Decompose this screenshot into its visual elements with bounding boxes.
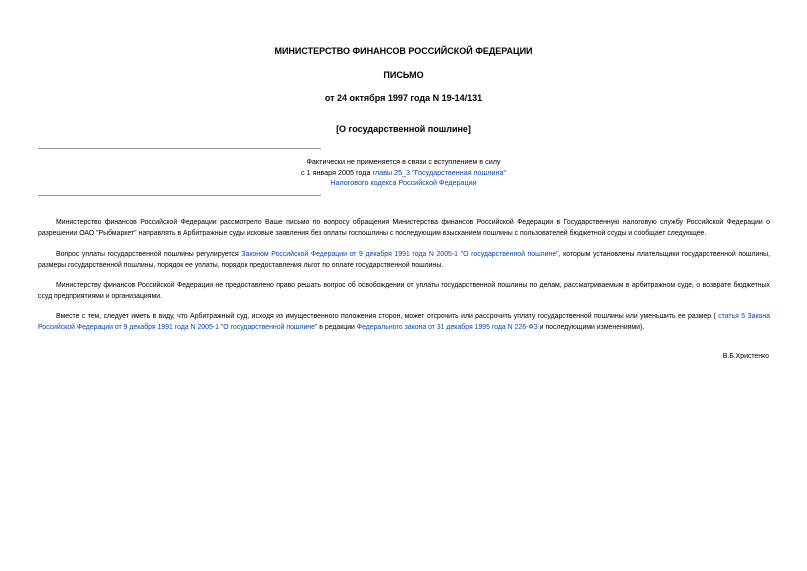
article-5-link[interactable]: статья 5 Закона Российской Федерации от 9 декабря 1991 года N 2005-1 "О государственной пошлине" [38,313,770,331]
subject-heading: [О государственной пошлине] [336,124,471,134]
tax-code-link[interactable]: Налогового кодекса Российской Федерации [330,178,477,187]
paragraph-4 [38,312,770,333]
paragraph-4-text-middle: в редакции [317,323,357,331]
signature: В.Б.Христенко [722,353,769,360]
divider-top [38,148,321,149]
notice-line-3 [0,178,807,189]
paragraph-4-text-after: и последующими изменениями). [537,323,645,331]
tax-code-chapter-link[interactable]: главы 25_3 "Государственная пошлина" [372,167,506,177]
state-duty-law-link[interactable]: Законом Российской Федерации от 9 декабря 1991 года N 2005-1 "О государственной пошлине" [241,251,559,258]
notice-line-2-text: с 1 января 2005 года [300,167,373,177]
paragraph-3: Министерству финансов Российской Федерации не предоставлено право решать вопрос об освобождении от уплаты государственной пошлины по делам, рассматриваемым в арбитражном суде, о возврате бюджетных ссуд предприятиями и организациями. [38,282,770,300]
date-number-heading: от 24 октября 1997 года N 19-14/131 [324,93,483,103]
status-notice [0,157,807,189]
paragraph-4-text-before: Вместе с тем, следует иметь в виду, что Арбитражный суд, исходя из имущественного положения сторон, может отсрочить или рассрочить уплату государственной пошлины или уменьшить ее размер ( [56,313,719,320]
notice-line-2 [0,168,807,179]
ministry-heading: МИНИСТЕРСТВО ФИНАНСОВ РОССИЙСКОЙ ФЕДЕРАЦИИ [274,46,533,56]
paragraph-2-text-before: Вопрос уплаты государственной пошлины регулируется [56,251,242,258]
document-type-heading: ПИСЬМО [383,70,424,80]
divider-bottom [38,195,321,196]
notice-line-1: Фактически не применяется в связи с вступлением в силу [306,157,501,166]
paragraph-2-text-after: , которым установлены плательщики государственной пошлины, размеры государственной пошлины, порядок ее уплаты, порядок предоставления льгот по оплате государственной пошлины. [38,251,771,269]
paragraph-2 [38,250,770,271]
federal-law-link[interactable]: Федерального закона от 31 декабря 1995 года N 226-ФЗ [356,323,538,331]
paragraph-1: Министерство финансов Российской Федерации рассмотрело Ваше письмо по вопросу обращения Министерства финансов Российской Федерации в Государственную налоговую службу Российской Федерации о разрешении ОАО "Рыбмаркет" направлять в Арбитражные суды исковые заявления без оплаты госпошлины с последующим взысканием пошлины с пользователей бюджетной ссуды и сообщает следующее. [38,219,770,237]
